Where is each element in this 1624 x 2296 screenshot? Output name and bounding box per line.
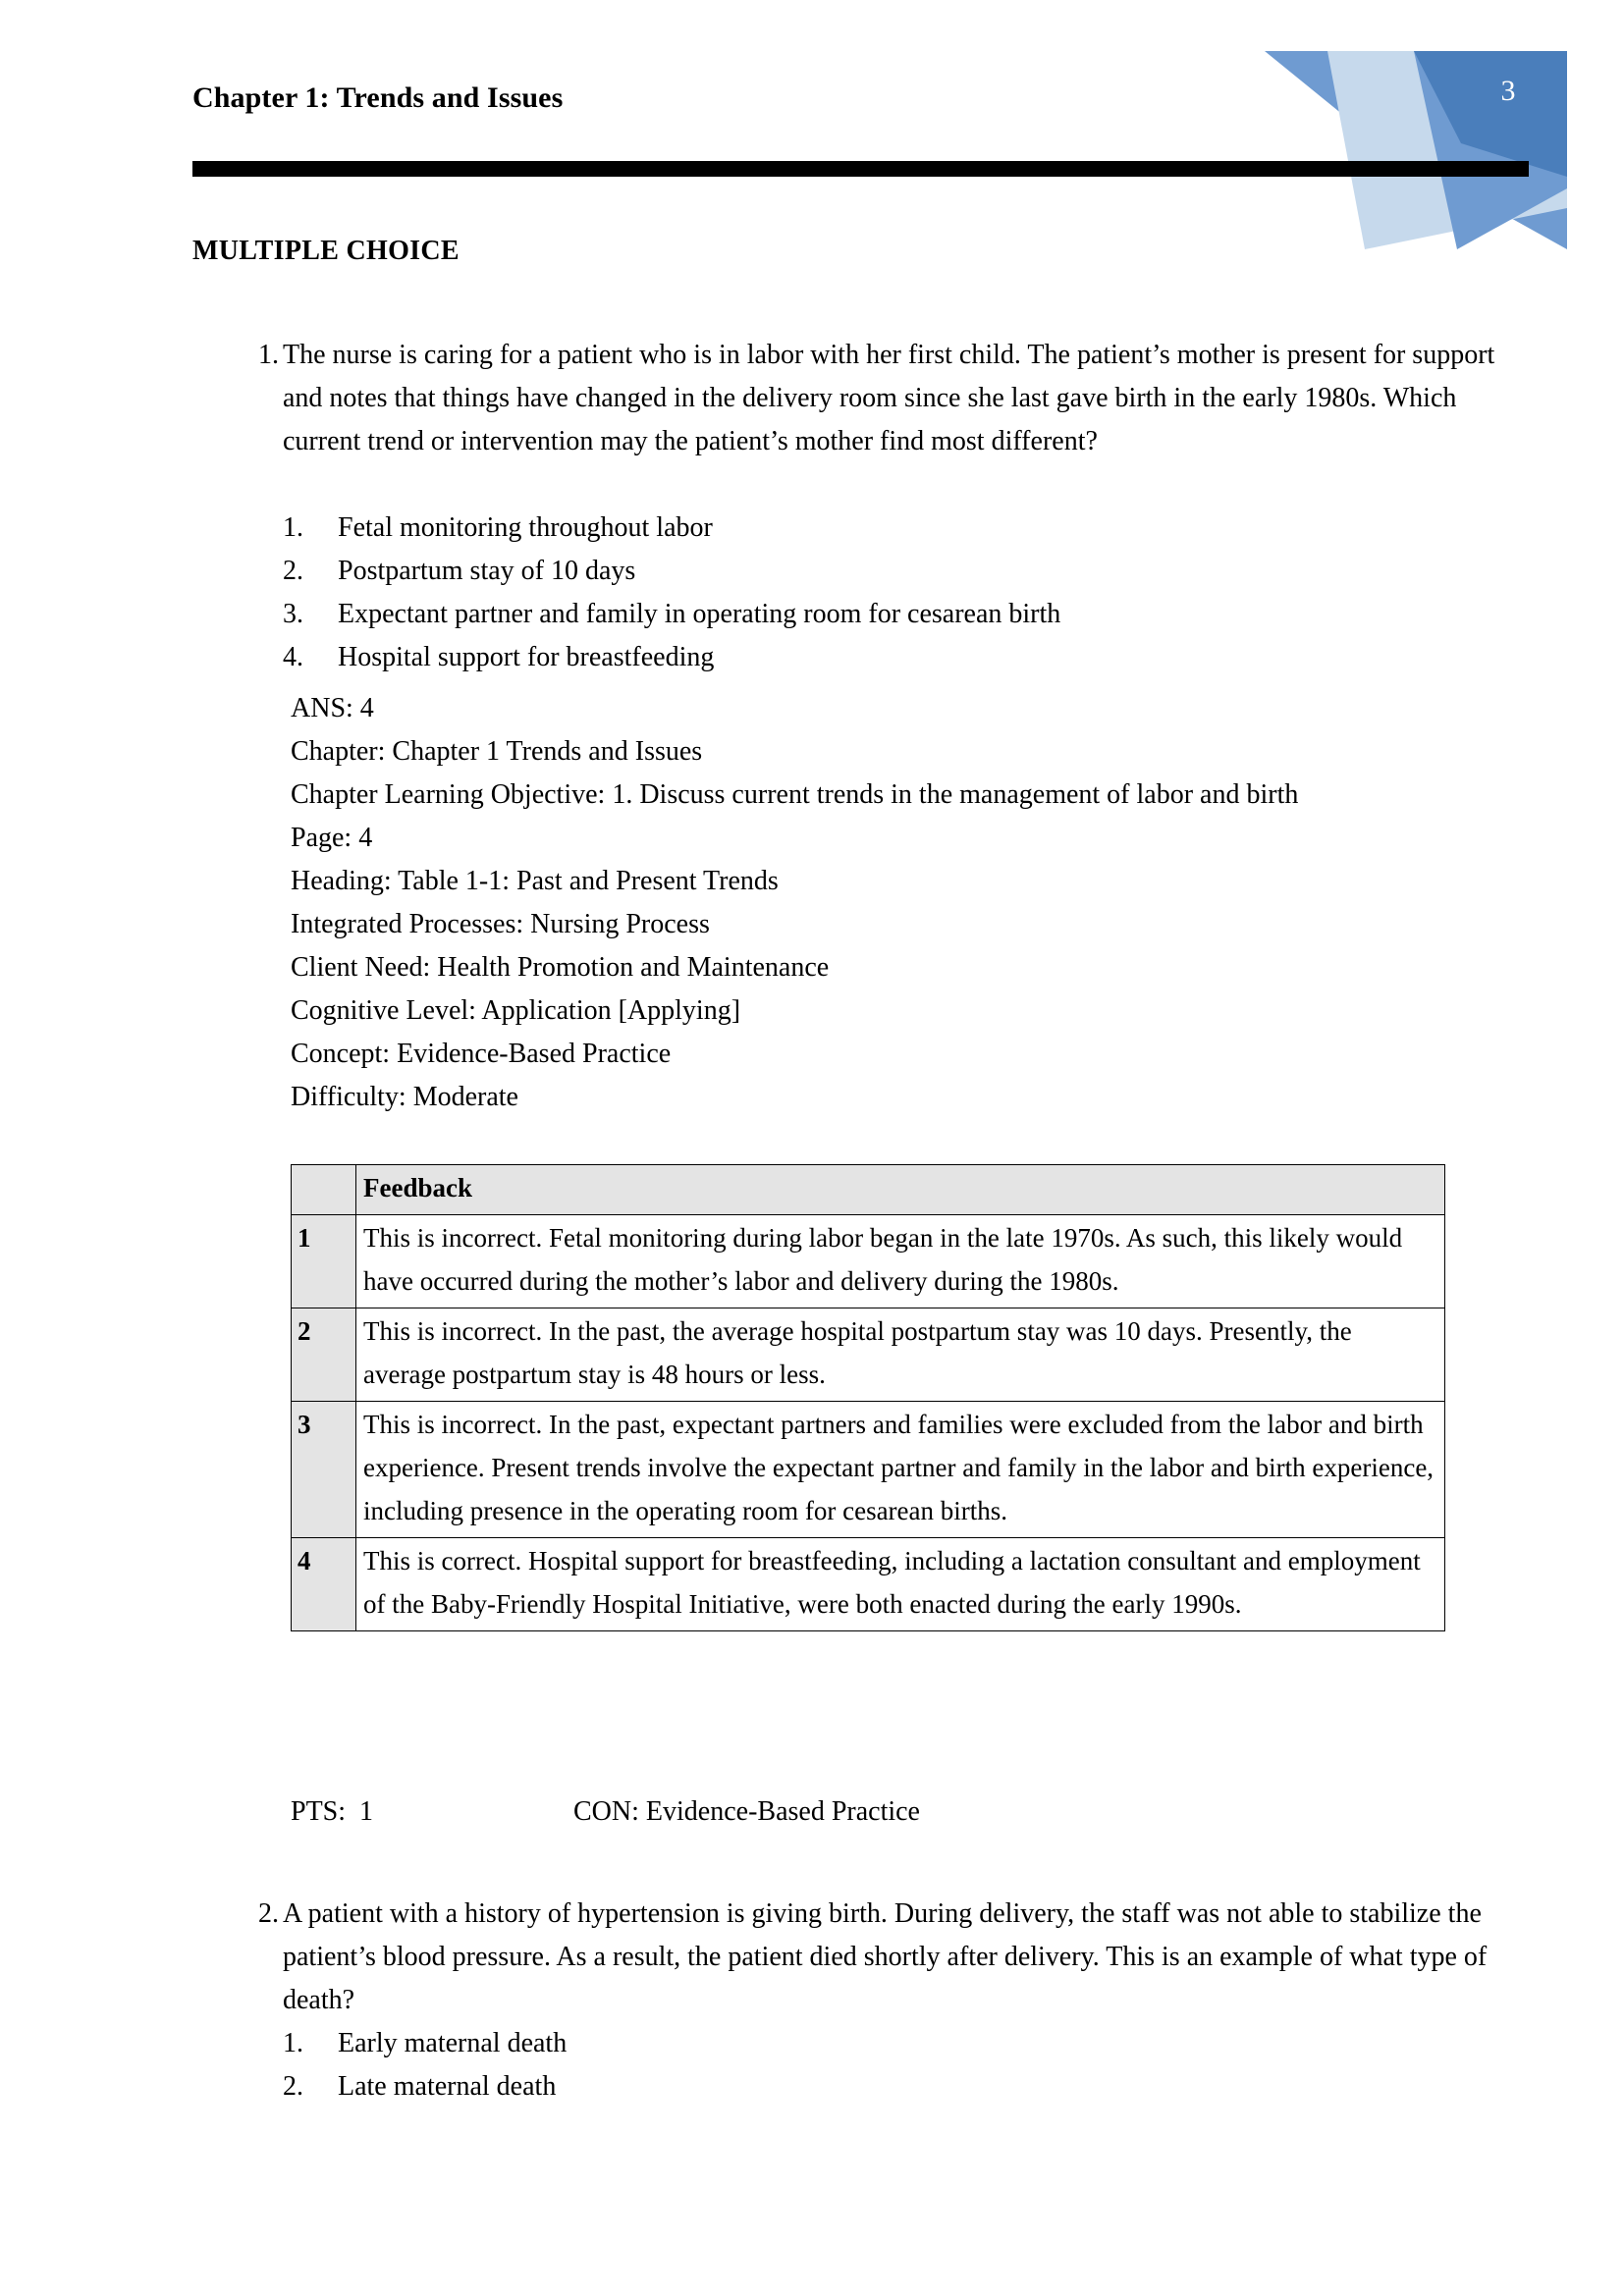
feedback-row-number: 4	[292, 1538, 356, 1631]
metadata-line-integrated-processes: Integrated Processes: Nursing Process	[291, 909, 710, 939]
metadata-line-ans: ANS: 4	[291, 693, 374, 723]
feedback-header-blank	[292, 1165, 356, 1215]
option-number: 3.	[283, 599, 303, 629]
metadata-line-chapter: Chapter: Chapter 1 Trends and Issues	[291, 736, 703, 767]
option-number: 1.	[283, 512, 303, 543]
option-label: Late maternal death	[338, 2071, 557, 2102]
option-number: 1.	[283, 2028, 303, 2058]
metadata-line-heading: Heading: Table 1-1: Past and Present Trends	[291, 866, 779, 896]
question-1-metadata	[291, 687, 1298, 1119]
option-label: Hospital support for breastfeeding	[338, 642, 715, 672]
feedback-row-number: 1	[292, 1215, 356, 1308]
question-1-stem: The nurse is caring for a patient who is in labor with her first child. The patient’s mother is present for support and notes that things have changed in the delivery room since she last gave birth in the early 1980s. Which current trend or intervention may the patient’s mother find most different?	[283, 340, 1495, 456]
question-1-number: 1.	[258, 340, 279, 370]
feedback-table	[291, 1164, 1445, 1631]
table-header-row	[292, 1165, 1445, 1215]
section-heading-multiple-choice: MULTIPLE CHOICE	[192, 236, 460, 266]
option-number: 2.	[283, 556, 303, 586]
option-number: 2.	[283, 2071, 303, 2102]
question-2-number: 2.	[258, 1898, 279, 1929]
metadata-line-difficulty: Difficulty: Moderate	[291, 1082, 518, 1112]
feedback-header-label: Feedback	[356, 1165, 1445, 1215]
page-number: 3	[1500, 75, 1516, 107]
question-1-pts-con-line	[291, 1790, 920, 1834]
header-rule-divider	[192, 161, 1529, 177]
feedback-row-text: This is incorrect. In the past, the average hospital postpartum stay was 10 days. Presently, the average postpartum stay is 48 hours or less.	[356, 1308, 1445, 1402]
table-row	[292, 1308, 1445, 1402]
feedback-row-text: This is incorrect. Fetal monitoring during labor began in the late 1970s. As such, this likely would have occurred during the mother’s labor and delivery during the 1980s.	[356, 1215, 1445, 1308]
feedback-row-number: 3	[292, 1402, 356, 1538]
metadata-line-page: Page: 4	[291, 823, 373, 853]
option-number: 4.	[283, 642, 303, 672]
option-label: Postpartum stay of 10 days	[338, 556, 636, 586]
metadata-line-client-need: Client Need: Health Promotion and Maintenance	[291, 952, 830, 983]
option-label: Early maternal death	[338, 2028, 568, 2058]
con-label: CON: Evidence-Based Practice	[573, 1796, 920, 1827]
table-row	[292, 1215, 1445, 1308]
metadata-line-concept: Concept: Evidence-Based Practice	[291, 1039, 672, 1069]
option-label: Expectant partner and family in operating room for cesarean birth	[338, 599, 1061, 629]
question-2-stem: A patient with a history of hypertension is giving birth. During delivery, the staff was not able to stabilize the patient’s blood pressure. As a result, the patient died shortly after delivery. This is an example of what type of death?	[283, 1898, 1488, 2015]
feedback-row-number: 2	[292, 1308, 356, 1402]
pts-value: 1	[359, 1796, 373, 1827]
table-row	[292, 1402, 1445, 1538]
table-row	[292, 1538, 1445, 1631]
metadata-line-cognitive-level: Cognitive Level: Application [Applying]	[291, 995, 741, 1026]
option-label: Fetal monitoring throughout labor	[338, 512, 713, 543]
page-header-title: Chapter 1: Trends and Issues	[192, 81, 564, 114]
metadata-line-learning-objective: Chapter Learning Objective: 1. Discuss current trends in the management of labor and birth	[291, 779, 1299, 810]
feedback-row-text: This is correct. Hospital support for breastfeeding, including a lactation consultant and employment of the Baby-Friendly Hospital Initiative, were both enacted during the early 1990s.	[356, 1538, 1445, 1631]
feedback-row-text: This is incorrect. In the past, expectant partners and families were excluded from the labor and birth experience. Present trends involve the expectant partner and family in the labor and birth experience, including presence in the operating room for cesarean births.	[356, 1402, 1445, 1538]
pts-label: PTS:	[291, 1796, 347, 1827]
